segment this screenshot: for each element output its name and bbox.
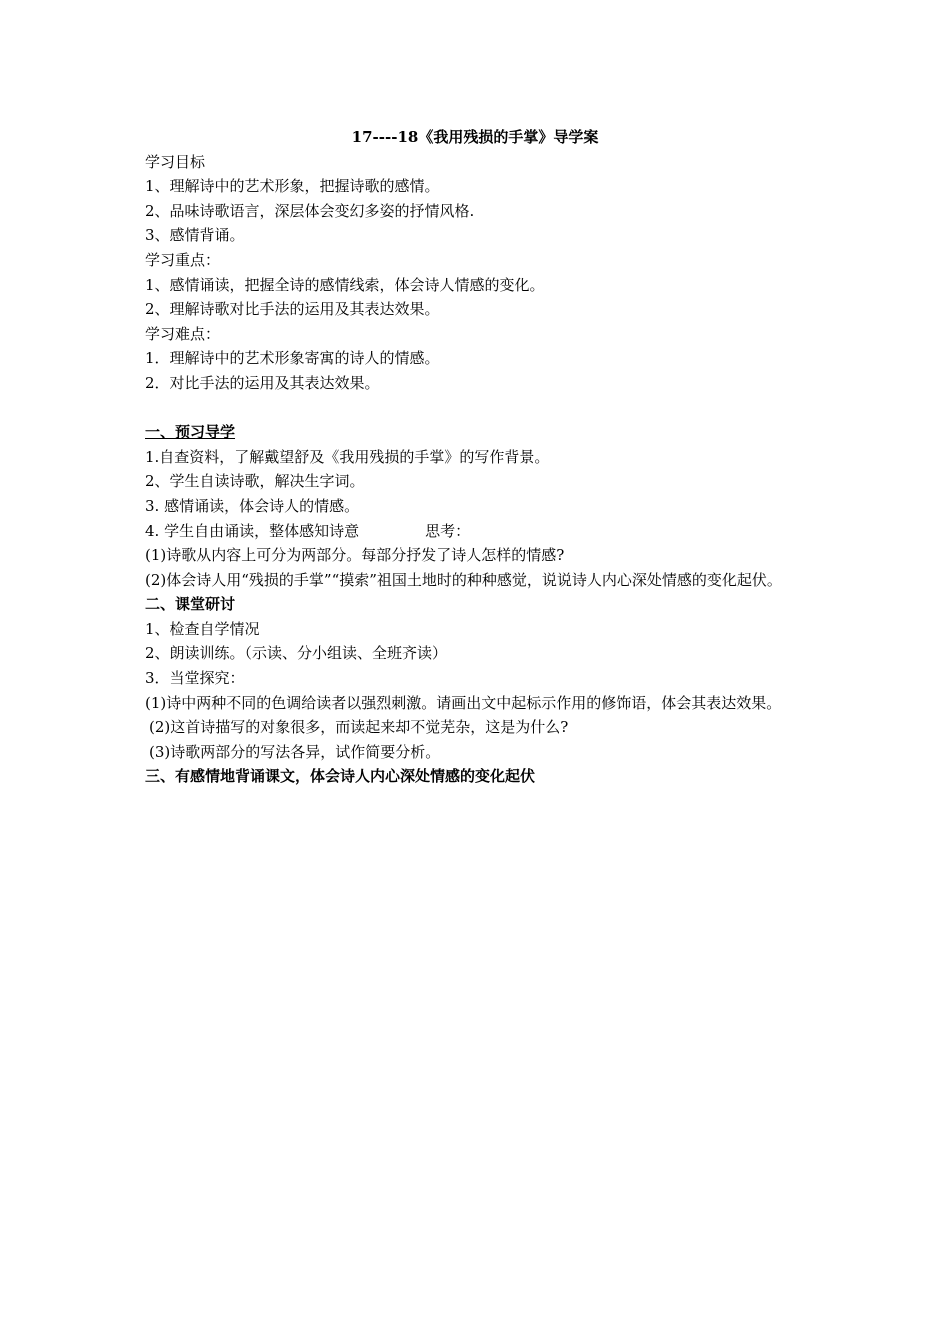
objective-item: 3、感情背诵。: [145, 226, 245, 245]
blank-line: [145, 396, 815, 421]
key-point-item: 2、理解诗歌对比手法的运用及其表达效果。: [145, 300, 440, 319]
section1-item: 3. 感情诵读，体会诗人的情感。: [145, 496, 360, 515]
section3-heading: 三、有感情地背诵课文，体会诗人内心深处情感的变化起伏: [145, 767, 536, 786]
section1-item: 1.自查资料，了解戴望舒及《我用残损的手掌》的写作背景。: [145, 447, 550, 466]
difficulty-item: 1．理解诗中的艺术形象寄寓的诗人的情感。: [145, 349, 440, 368]
section2-item: 2、朗读训练。（示读、分小组读、全班齐读）: [145, 644, 448, 663]
document-title: 17----18《我用残损的手掌》导学案: [351, 128, 599, 146]
section2-heading: 二、课堂研讨: [145, 595, 236, 614]
difficulty-item: 2．对比手法的运用及其表达效果。: [145, 373, 380, 392]
section2-item: 1、检查自学情况: [145, 619, 260, 638]
objective-item: 2、品味诗歌语言，深层体会变幻多姿的抒情风格.: [145, 201, 475, 220]
section1-item: 2、学生自读诗歌，解决生字词。: [145, 472, 365, 491]
objectives-heading: 学习目标: [145, 152, 206, 171]
section2-question: (1)诗中两种不同的色调给读者以强烈刺激。请画出文中起标示作用的修饰语，体会其表达效果。: [145, 693, 782, 712]
section1-question: (1)诗歌从内容上可分为两部分。每部分抒发了诗人怎样的情感?: [145, 546, 565, 565]
section2-item: 3．当堂探究：: [145, 669, 245, 688]
section1-heading: 一、预习导学: [145, 423, 236, 442]
section2-question: (3)诗歌两部分的写法各异，试作简要分析。: [149, 742, 441, 761]
section1-item-4: [145, 519, 815, 544]
key-point-item: 1、感情诵读，把握全诗的感情线索，体会诗人情感的变化。: [145, 275, 545, 294]
section1-item4-text: 4. 学生自由诵读，整体感知诗意: [145, 521, 360, 540]
section1-question: (2)体会诗人用“残损的手掌”“摸索”祖国土地时的种种感觉，说说诗人内心深处情感的变化起伏。: [145, 570, 782, 589]
section2-question: (2)这首诗描写的对象很多，而读起来却不觉芜杂，这是为什么?: [149, 718, 569, 737]
think-label: 思考：: [425, 521, 471, 540]
document-body: [145, 125, 815, 789]
difficulties-heading: 学习难点：: [145, 324, 221, 343]
key-points-heading: 学习重点：: [145, 250, 221, 269]
objective-item: 1、理解诗中的艺术形象，把握诗歌的感情。: [145, 177, 440, 196]
